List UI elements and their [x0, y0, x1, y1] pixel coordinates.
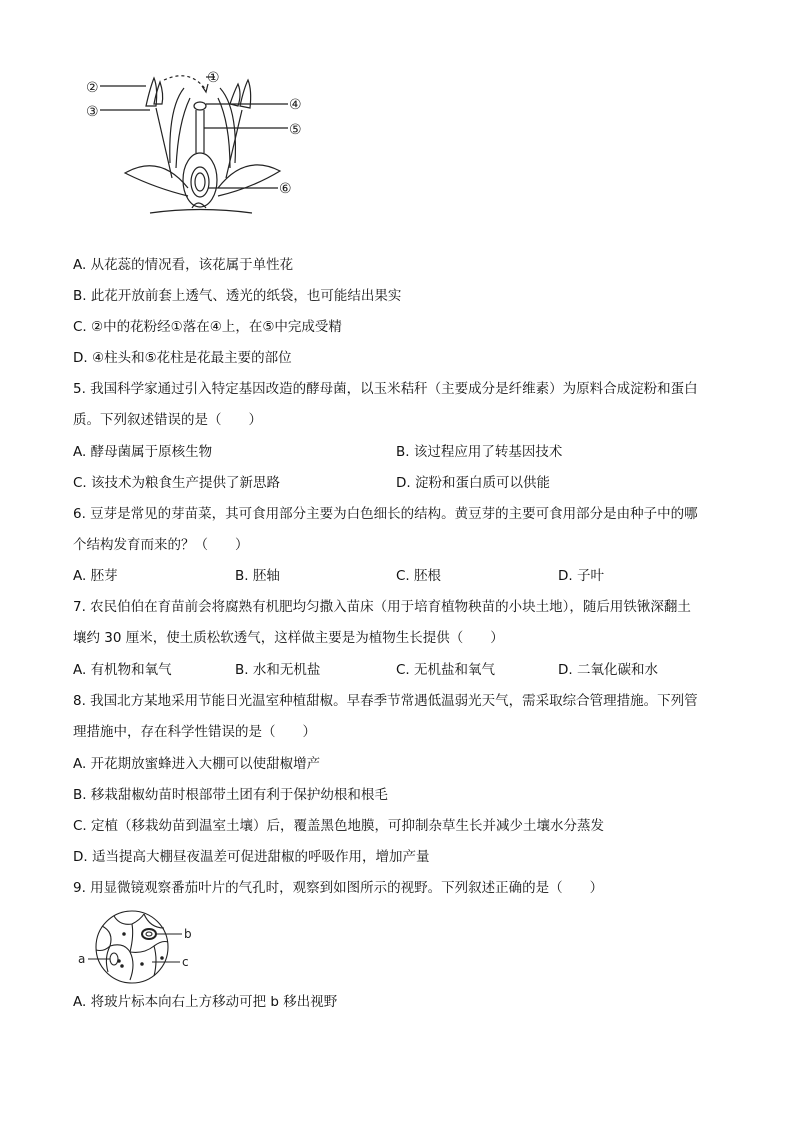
q5-option-c: C. 该技术为粮食生产提供了新思路 — [73, 475, 281, 491]
microscope-view-diagram — [74, 906, 204, 988]
q8-stem-line2: 理措施中，存在科学性错误的是（ ） — [73, 724, 316, 740]
q4-option-d: D. ④柱头和⑤花柱是花最主要的部位 — [73, 350, 292, 366]
q5-option-b: B. 该过程应用了转基因技术 — [396, 444, 563, 460]
q4-option-b: B. 此花开放前套上透气、透光的纸袋，也可能结出果实 — [73, 288, 402, 304]
q5-stem-line2: 质。下列叙述错误的是（ ） — [73, 412, 262, 428]
q7-option-b: B. 水和无机盐 — [235, 662, 321, 678]
q4-option-a: A. 从花蕊的情况看，该花属于单性花 — [73, 257, 294, 273]
label-c: c — [182, 955, 189, 969]
label-3: ③ — [86, 104, 99, 120]
q4-option-c: C. ②中的花粉经①落在④上，在⑤中完成受精 — [73, 319, 342, 335]
label-a: a — [78, 952, 86, 966]
q5-option-a: A. 酵母菌属于原核生物 — [73, 444, 213, 460]
label-2: ② — [86, 80, 99, 96]
q9-option-a: A. 将玻片标本向右上方移动可把 b 移出视野 — [73, 994, 338, 1010]
q6-option-b: B. 胚轴 — [235, 568, 280, 584]
q7-stem-line1: 7. 农民伯伯在育苗前会将腐熟有机肥均匀撒入苗床（用于培育植物秧苗的小块土地），随后用铁锹深翻土 — [73, 599, 691, 615]
q9-stem: 9. 用显微镜观察番茄叶片的气孔时，观察到如图所示的视野。下列叙述正确的是（ ） — [73, 880, 604, 896]
q8-option-c: C. 定植（移栽幼苗到温室土壤）后，覆盖黑色地膜，可抑制杂草生长并减少土壤水分蒸发 — [73, 818, 605, 834]
label-4: ④ — [289, 97, 302, 113]
q7-stem-line2: 壤约 30 厘米，使土质松软透气，这样做主要是为植物生长提供（ ） — [73, 630, 504, 646]
q7-option-a: A. 有机物和氧气 — [73, 662, 172, 678]
q6-option-d: D. 子叶 — [558, 568, 604, 584]
flower-diagram — [80, 68, 320, 228]
q8-option-b: B. 移栽甜椒幼苗时根部带土团有利于保护幼根和根毛 — [73, 787, 388, 803]
label-5: ⑤ — [289, 122, 302, 138]
q5-option-d: D. 淀粉和蛋白质可以供能 — [396, 475, 550, 491]
label-1: ① — [207, 70, 220, 86]
q6-stem-line1: 6. 豆芽是常见的芽苗菜，其可食用部分主要为白色细长的结构。黄豆芽的主要可食用部分是由种子中的哪 — [73, 506, 698, 522]
label-b: b — [184, 927, 192, 941]
q8-option-a: A. 开花期放蜜蜂进入大棚可以使甜椒增产 — [73, 756, 321, 772]
q6-stem-line2: 个结构发育而来的？（ ） — [73, 537, 249, 553]
q7-option-d: D. 二氧化碳和水 — [558, 662, 658, 678]
q8-option-d: D. 适当提高大棚昼夜温差可促进甜椒的呼吸作用，增加产量 — [73, 849, 430, 865]
label-6: ⑥ — [279, 181, 292, 197]
q6-option-a: A. 胚芽 — [73, 568, 118, 584]
q6-option-c: C. 胚根 — [396, 568, 442, 584]
q7-option-c: C. 无机盐和氧气 — [396, 662, 496, 678]
q5-stem-line1: 5. 我国科学家通过引入特定基因改造的酵母菌，以玉米秸秆（主要成分是纤维素）为原料合成淀粉和蛋白 — [73, 381, 698, 397]
q8-stem-line1: 8. 我国北方某地采用节能日光温室种植甜椒。早春季节常遇低温弱光天气，需采取综合管理措施。下列管 — [73, 693, 698, 709]
